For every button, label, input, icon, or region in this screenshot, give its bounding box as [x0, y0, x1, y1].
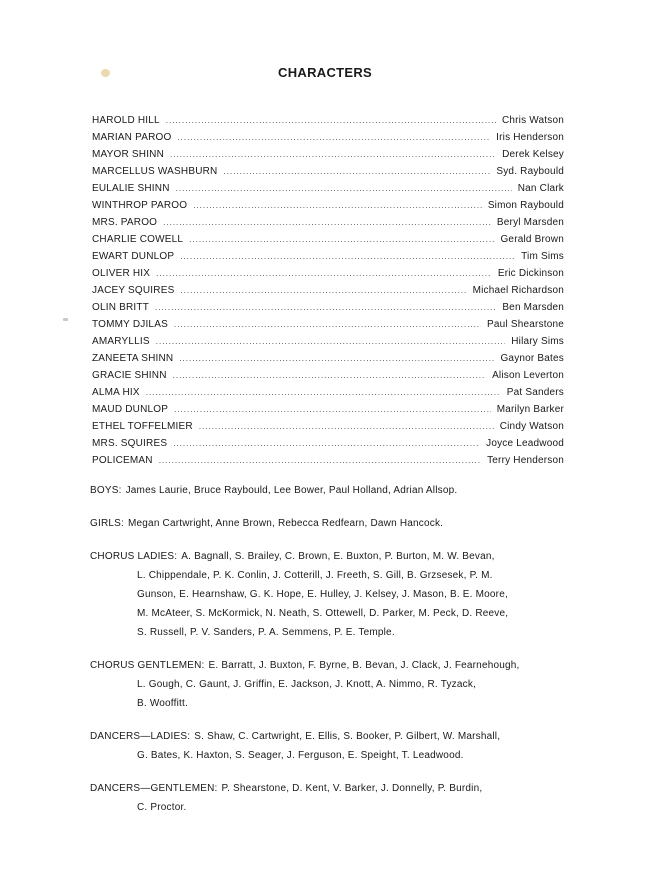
group-label: GIRLS:	[90, 518, 124, 529]
dot-leader	[223, 163, 490, 180]
group-label: DANCERS—LADIES:	[90, 731, 191, 742]
performer-name: Chris Watson	[501, 115, 564, 126]
dot-leader	[193, 197, 482, 214]
group-names: Gunson, E. Hearnshaw, G. K. Hope, E. Hulley, J. Kelsey, J. Mason, B. E. Moore,	[137, 589, 508, 600]
dot-leader	[176, 180, 512, 197]
group-line	[90, 566, 568, 585]
group-line	[90, 746, 568, 765]
group-line	[90, 727, 568, 746]
character-name: WINTHROP PAROO	[92, 200, 188, 211]
group-line	[90, 481, 568, 500]
girls-group	[90, 514, 568, 533]
group-line	[90, 547, 568, 566]
character-name: MAUD DUNLOP	[92, 404, 169, 415]
cast-row	[92, 129, 564, 146]
performer-name: Ben Marsden	[502, 302, 564, 313]
character-name: EWART DUNLOP	[92, 251, 175, 262]
performer-name: Syd. Raybould	[496, 166, 564, 177]
performer-name: Gaynor Bates	[500, 353, 564, 364]
dot-leader	[156, 333, 505, 350]
group-names: S. Shaw, C. Cartwright, E. Ellis, S. Booker, P. Gilbert, W. Marshall,	[194, 731, 501, 742]
dot-leader	[159, 452, 481, 469]
group-line	[90, 514, 568, 533]
dot-leader	[180, 282, 466, 299]
group-label: CHORUS LADIES:	[90, 551, 178, 562]
group-line	[90, 604, 568, 623]
chorus-gentlemen-group	[90, 656, 568, 713]
performer-name: Pat Sanders	[506, 387, 564, 398]
cast-row	[92, 214, 564, 231]
dot-leader	[155, 299, 496, 316]
dot-leader	[163, 214, 491, 231]
cast-row	[92, 333, 564, 350]
group-names: L. Chippendale, P. K. Conlin, J. Cotterill, J. Freeth, S. Gill, B. Grzsesek, P. M.	[137, 570, 493, 581]
performer-name: Tim Sims	[521, 251, 564, 262]
performer-name: Nan Clark	[517, 183, 564, 194]
character-name: OLIVER HIX	[92, 268, 151, 279]
group-names: A. Bagnall, S. Brailey, C. Brown, E. Buxton, P. Burton, M. W. Bevan,	[181, 551, 495, 562]
character-name: GRACIE SHINN	[92, 370, 167, 381]
performer-name: Marilyn Barker	[496, 404, 564, 415]
performer-name: Cindy Watson	[499, 421, 564, 432]
group-line	[90, 675, 568, 694]
dancers-ladies-group	[90, 727, 568, 765]
dot-leader	[156, 265, 492, 282]
group-names: C. Proctor.	[137, 802, 187, 813]
character-name: ALMA HIX	[92, 387, 140, 398]
group-line	[90, 779, 568, 798]
dot-leader	[174, 401, 491, 418]
dancers-gentlemen-group	[90, 779, 568, 817]
cast-row	[92, 180, 564, 197]
group-line	[90, 656, 568, 675]
group-names: G. Bates, K. Haxton, S. Seager, J. Ferguson, E. Speight, T. Leadwood.	[137, 750, 464, 761]
group-names: S. Russell, P. V. Sanders, P. A. Semmens, P. E. Temple.	[137, 627, 395, 638]
performer-name: Joyce Leadwood	[486, 438, 564, 449]
character-name: POLICEMAN	[92, 455, 153, 466]
character-name: ZANEETA SHINN	[92, 353, 174, 364]
cast-row	[92, 163, 564, 180]
performer-name: Gerald Brown	[500, 234, 564, 245]
performer-name: Hilary Sims	[511, 336, 564, 347]
dot-leader	[177, 129, 490, 146]
dot-leader	[166, 112, 496, 129]
performer-name: Eric Dickinson	[497, 268, 564, 279]
cast-row	[92, 435, 564, 452]
character-name: OLIN BRITT	[92, 302, 150, 313]
dot-leader	[170, 146, 496, 163]
character-name: HAROLD HILL	[92, 115, 160, 126]
group-names: L. Gough, C. Gaunt, J. Griffin, E. Jackson, J. Knott, A. Nimmo, R. Tyzack,	[137, 679, 476, 690]
dot-leader	[173, 367, 486, 384]
performer-name: Alison Leverton	[492, 370, 564, 381]
boys-group	[90, 481, 568, 500]
group-line	[90, 694, 568, 713]
dot-leader	[180, 248, 515, 265]
cast-row	[92, 452, 564, 469]
group-names: James Laurie, Bruce Raybould, Lee Bower, Paul Holland, Adrian Allsop.	[125, 485, 458, 496]
performer-name: Iris Henderson	[496, 132, 564, 143]
chorus-ladies-group	[90, 547, 568, 642]
cast-row	[92, 248, 564, 265]
character-name: MARIAN PAROO	[92, 132, 172, 143]
group-label: CHORUS GENTLEMEN:	[90, 660, 205, 671]
group-names: Megan Cartwright, Anne Brown, Rebecca Redfearn, Dawn Hancock.	[128, 518, 444, 529]
performer-name: Michael Richardson	[472, 285, 564, 296]
group-line	[90, 798, 568, 817]
cast-row	[92, 197, 564, 214]
character-name: CHARLIE COWELL	[92, 234, 184, 245]
cast-row	[92, 401, 564, 418]
performer-name: Paul Shearstone	[487, 319, 564, 330]
cast-row	[92, 299, 564, 316]
group-names: M. McAteer, S. McKormick, N. Neath, S. Ottewell, D. Parker, M. Peck, D. Reeve,	[137, 608, 509, 619]
group-label: BOYS:	[90, 485, 122, 496]
cast-row	[92, 282, 564, 299]
page-title: CHARACTERS	[278, 65, 372, 80]
character-name: TOMMY DJILAS	[92, 319, 168, 330]
character-name: AMARYLLIS	[92, 336, 150, 347]
cast-row	[92, 265, 564, 282]
dot-leader	[174, 316, 481, 333]
group-line	[90, 623, 568, 642]
cast-list	[92, 112, 564, 469]
character-name: JACEY SQUIRES	[92, 285, 175, 296]
character-name: MAYOR SHINN	[92, 149, 165, 160]
character-name: MRS. SQUIRES	[92, 438, 168, 449]
cast-row	[92, 418, 564, 435]
dot-leader	[179, 350, 494, 367]
group-names: B. Wooffitt.	[137, 698, 188, 709]
dot-leader	[146, 384, 501, 401]
performer-name: Simon Raybould	[487, 200, 564, 211]
dot-leader	[189, 231, 494, 248]
performer-name: Beryl Marsden	[496, 217, 564, 228]
group-names: E. Barratt, J. Buxton, F. Byrne, B. Bevan, J. Clack, J. Fearnehough,	[208, 660, 520, 671]
group-line	[90, 585, 568, 604]
performer-name: Derek Kelsey	[502, 149, 564, 160]
cast-row	[92, 112, 564, 129]
group-label: DANCERS—GENTLEMEN:	[90, 783, 218, 794]
group-names: P. Shearstone, D. Kent, V. Barker, J. Donnelly, P. Burdin,	[221, 783, 483, 794]
cast-row	[92, 350, 564, 367]
paper-mark	[63, 318, 68, 321]
cast-row	[92, 146, 564, 163]
cast-row	[92, 231, 564, 248]
character-name: ETHEL TOFFELMIER	[92, 421, 193, 432]
cast-row	[92, 384, 564, 401]
character-name: MARCELLUS WASHBURN	[92, 166, 218, 177]
character-name: MRS. PAROO	[92, 217, 158, 228]
cast-row	[92, 367, 564, 384]
cast-row	[92, 316, 564, 333]
performer-name: Terry Henderson	[487, 455, 564, 466]
character-name: EULALIE SHINN	[92, 183, 170, 194]
dot-leader	[199, 418, 494, 435]
dot-leader	[173, 435, 480, 452]
